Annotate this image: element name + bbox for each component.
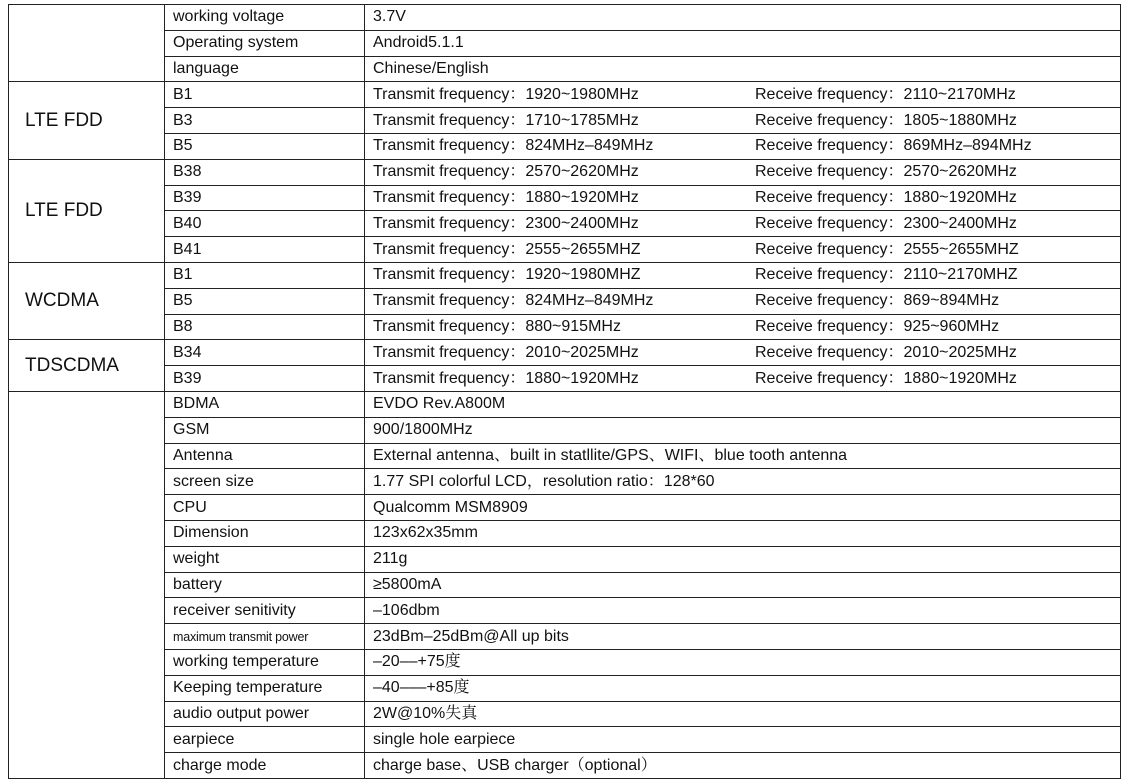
spec-label: maximum transmit power bbox=[165, 624, 365, 650]
transmit-frequency: Transmit frequency：1880~1920MHz bbox=[373, 188, 639, 206]
spec-row bbox=[9, 417, 1121, 443]
band-label: B1 bbox=[165, 82, 365, 108]
band-label: B38 bbox=[165, 159, 365, 185]
band-label: B41 bbox=[165, 237, 365, 263]
band-label: B34 bbox=[165, 340, 365, 366]
band-row bbox=[9, 314, 1121, 340]
receive-frequency: Receive frequency：925~960MHz bbox=[755, 317, 1000, 335]
spec-label: language bbox=[165, 56, 365, 82]
spec-label: working temperature bbox=[165, 649, 365, 675]
spec-label: working voltage bbox=[165, 5, 365, 31]
transmit-frequency: Transmit frequency：1920~1980MHz bbox=[373, 85, 639, 103]
spec-row bbox=[9, 727, 1121, 753]
spec-label: BDMA bbox=[165, 391, 365, 417]
frequency-cell bbox=[365, 340, 1121, 366]
spec-row bbox=[9, 391, 1121, 417]
receive-frequency: Receive frequency：2110~2170MHZ bbox=[755, 266, 1018, 284]
band-label: B39 bbox=[165, 185, 365, 211]
network-category: LTE FDD bbox=[9, 82, 165, 159]
frequency-cell bbox=[365, 237, 1121, 263]
receive-frequency: Receive frequency：1805~1880MHz bbox=[755, 111, 1017, 129]
spec-row bbox=[9, 701, 1121, 727]
spec-value: single hole earpiece bbox=[365, 727, 1121, 753]
band-label: B40 bbox=[165, 211, 365, 237]
transmit-frequency: Transmit frequency：1920~1980MHZ bbox=[373, 266, 641, 284]
band-row bbox=[9, 340, 1121, 366]
spec-label: weight bbox=[165, 546, 365, 572]
spec-row bbox=[9, 469, 1121, 495]
spec-row bbox=[9, 56, 1121, 82]
spec-value: 211g bbox=[365, 546, 1121, 572]
spec-row bbox=[9, 546, 1121, 572]
spec-value: ≥5800mA bbox=[365, 572, 1121, 598]
receive-frequency: Receive frequency：869~894MHz bbox=[755, 292, 1000, 310]
receive-frequency: Receive frequency：1880~1920MHz bbox=[755, 188, 1017, 206]
frequency-cell bbox=[365, 133, 1121, 159]
spec-label: Keeping temperature bbox=[165, 675, 365, 701]
spec-value: charge base、USB charger（optional） bbox=[365, 753, 1121, 779]
spec-row bbox=[9, 649, 1121, 675]
spec-row bbox=[9, 624, 1121, 650]
spec-row bbox=[9, 572, 1121, 598]
spec-label: GSM bbox=[165, 417, 365, 443]
spec-value: 900/1800MHz bbox=[365, 417, 1121, 443]
frequency-cell bbox=[365, 366, 1121, 392]
spec-label: Dimension bbox=[165, 520, 365, 546]
spec-value: External antenna、built in statllite/GPS、WIFI、blue tooth antenna bbox=[365, 443, 1121, 469]
network-category: TDSCDMA bbox=[9, 340, 165, 392]
spec-row bbox=[9, 675, 1121, 701]
transmit-frequency: Transmit frequency：2570~2620MHz bbox=[373, 163, 639, 181]
frequency-cell bbox=[365, 185, 1121, 211]
spec-label: audio output power bbox=[165, 701, 365, 727]
spec-value: 1.77 SPI colorful LCD，resolution ratio：128*60 bbox=[365, 469, 1121, 495]
frequency-cell bbox=[365, 288, 1121, 314]
blank-category-cell bbox=[9, 391, 165, 778]
spec-table bbox=[8, 4, 1121, 779]
receive-frequency: Receive frequency：869MHz–894MHz bbox=[755, 137, 1032, 155]
spec-value: Android5.1.1 bbox=[365, 30, 1121, 56]
spec-label: CPU bbox=[165, 495, 365, 521]
receive-frequency: Receive frequency：2570~2620MHz bbox=[755, 163, 1017, 181]
band-row bbox=[9, 366, 1121, 392]
spec-row bbox=[9, 520, 1121, 546]
transmit-frequency: Transmit frequency：1880~1920MHz bbox=[373, 369, 639, 387]
band-label: B1 bbox=[165, 262, 365, 288]
spec-label: receiver senitivity bbox=[165, 598, 365, 624]
transmit-frequency: Transmit frequency：2010~2025MHz bbox=[373, 343, 639, 361]
frequency-cell bbox=[365, 262, 1121, 288]
frequency-cell bbox=[365, 314, 1121, 340]
band-row bbox=[9, 108, 1121, 134]
spec-table-body bbox=[9, 5, 1121, 779]
transmit-frequency: Transmit frequency：824MHz–849MHz bbox=[373, 137, 654, 155]
spec-value: –20––+75度 bbox=[365, 649, 1121, 675]
spec-row bbox=[9, 753, 1121, 779]
spec-value: 123x62x35mm bbox=[365, 520, 1121, 546]
spec-label: charge mode bbox=[165, 753, 365, 779]
band-label: B5 bbox=[165, 288, 365, 314]
band-row bbox=[9, 288, 1121, 314]
transmit-frequency: Transmit frequency：2555~2655MHZ bbox=[373, 240, 641, 258]
band-row bbox=[9, 185, 1121, 211]
band-label: B5 bbox=[165, 133, 365, 159]
band-label: B39 bbox=[165, 366, 365, 392]
receive-frequency: Receive frequency：2300~2400MHz bbox=[755, 214, 1017, 232]
spec-value: Chinese/English bbox=[365, 56, 1121, 82]
band-row bbox=[9, 82, 1121, 108]
spec-row bbox=[9, 443, 1121, 469]
spec-row bbox=[9, 30, 1121, 56]
transmit-frequency: Transmit frequency：880~915MHz bbox=[373, 317, 621, 335]
band-row bbox=[9, 237, 1121, 263]
frequency-cell bbox=[365, 108, 1121, 134]
spec-value: EVDO Rev.A800M bbox=[365, 391, 1121, 417]
spec-value: 2W@10%失真 bbox=[365, 701, 1121, 727]
frequency-cell bbox=[365, 82, 1121, 108]
transmit-frequency: Transmit frequency：1710~1785MHz bbox=[373, 111, 639, 129]
frequency-cell bbox=[365, 159, 1121, 185]
network-category: LTE FDD bbox=[9, 159, 165, 262]
transmit-frequency: Transmit frequency：2300~2400MHz bbox=[373, 214, 639, 232]
network-category: WCDMA bbox=[9, 262, 165, 339]
spec-row bbox=[9, 598, 1121, 624]
frequency-cell bbox=[365, 211, 1121, 237]
receive-frequency: Receive frequency：2110~2170MHz bbox=[755, 85, 1016, 103]
spec-row bbox=[9, 495, 1121, 521]
spec-value: 3.7V bbox=[365, 5, 1121, 31]
band-label: B3 bbox=[165, 108, 365, 134]
spec-value: –106dbm bbox=[365, 598, 1121, 624]
spec-label: Antenna bbox=[165, 443, 365, 469]
band-row bbox=[9, 159, 1121, 185]
band-row bbox=[9, 133, 1121, 159]
receive-frequency: Receive frequency：2010~2025MHz bbox=[755, 343, 1017, 361]
spec-label: Operating system bbox=[165, 30, 365, 56]
spec-label: screen size bbox=[165, 469, 365, 495]
spec-label: earpiece bbox=[165, 727, 365, 753]
spec-row bbox=[9, 5, 1121, 31]
spec-value: –40–––+85度 bbox=[365, 675, 1121, 701]
receive-frequency: Receive frequency：1880~1920MHz bbox=[755, 369, 1017, 387]
receive-frequency: Receive frequency：2555~2655MHZ bbox=[755, 240, 1019, 258]
band-row bbox=[9, 262, 1121, 288]
spec-value: 23dBm–25dBm@All up bits bbox=[365, 624, 1121, 650]
spec-value: Qualcomm MSM8909 bbox=[365, 495, 1121, 521]
spec-label: battery bbox=[165, 572, 365, 598]
blank-category-cell bbox=[9, 5, 165, 82]
band-row bbox=[9, 211, 1121, 237]
band-label: B8 bbox=[165, 314, 365, 340]
transmit-frequency: Transmit frequency：824MHz–849MHz bbox=[373, 292, 654, 310]
